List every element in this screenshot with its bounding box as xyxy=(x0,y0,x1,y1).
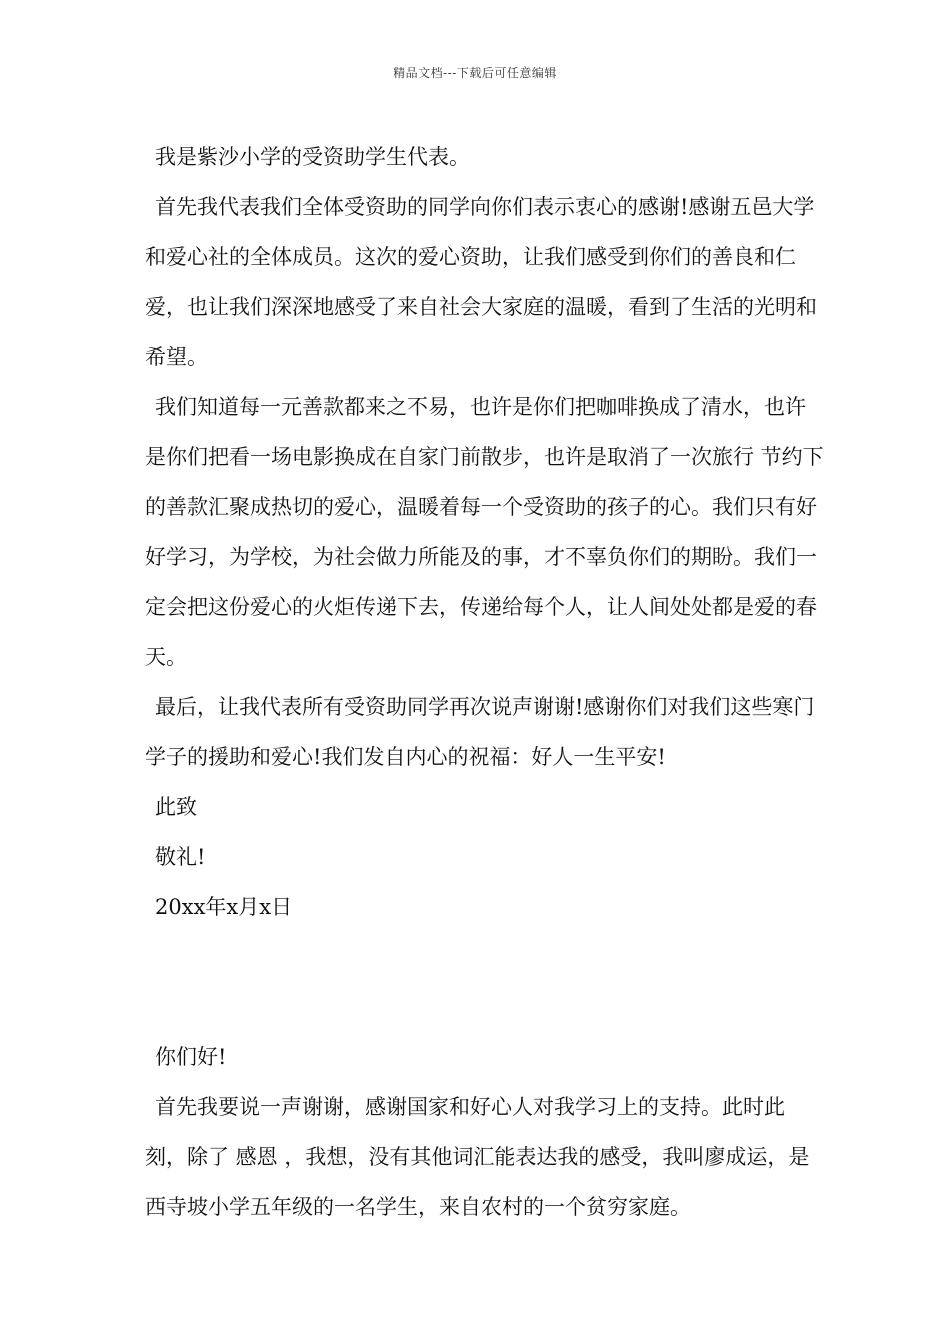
greeting-line: 你们好! xyxy=(155,1045,227,1069)
thanks-paragraph: 首先我代表我们全体受资助的同学向你们表示衷心的感谢!感谢五邑大学和爱心社的全体成员。这次的爱心资助，让我们感受到你们的善良和仁爱，也让我们深深地感受了来自社会大家庭的温暖，看到了生活的光明和希望。 xyxy=(145,195,817,369)
date-line: 20xx年x月x日 xyxy=(155,895,293,919)
final-thanks-paragraph: 最后，让我代表所有受资助同学再次说声谢谢!感谢你们对我们这些寒门学子的援助和爱心!我们发自内心的祝福：好人一生平安! xyxy=(145,695,815,769)
donation-paragraph: 我们知道每一元善款都来之不易，也许是你们把咖啡换成了清水，也许是你们把看一场电影换成在自家门前散步，也许是取消了一次旅行 节约下的善款汇聚成热切的爱心，温暖着每一个受资助的孩子的心。我们只有好好学习，为学校，为社会做力所能及的事，才不辜负你们的期盼。我们一定会把这份爱心的火炬传递下去，传递给每个人，让人间处处都是爱的春天。 xyxy=(145,395,824,669)
intro-paragraph: 我是紫沙小学的受资助学生代表。 xyxy=(155,145,470,169)
page-header: 精品文档---下载后可任意编辑 xyxy=(393,66,557,80)
closing-line-2: 敬礼! xyxy=(155,845,206,869)
closing-line-1: 此致 xyxy=(155,795,197,819)
document-body xyxy=(145,132,825,1232)
second-letter-paragraph: 首先我要说一声谢谢，感谢国家和好心人对我学习上的支持。此时此刻，除了 感恩 ，我想，没有其他词汇能表达我的感受，我叫廖成运，是西寺坡小学五年级的一名学生，来自农村的一个贫穷家庭。 xyxy=(145,1095,810,1219)
section-gap xyxy=(145,932,825,1032)
